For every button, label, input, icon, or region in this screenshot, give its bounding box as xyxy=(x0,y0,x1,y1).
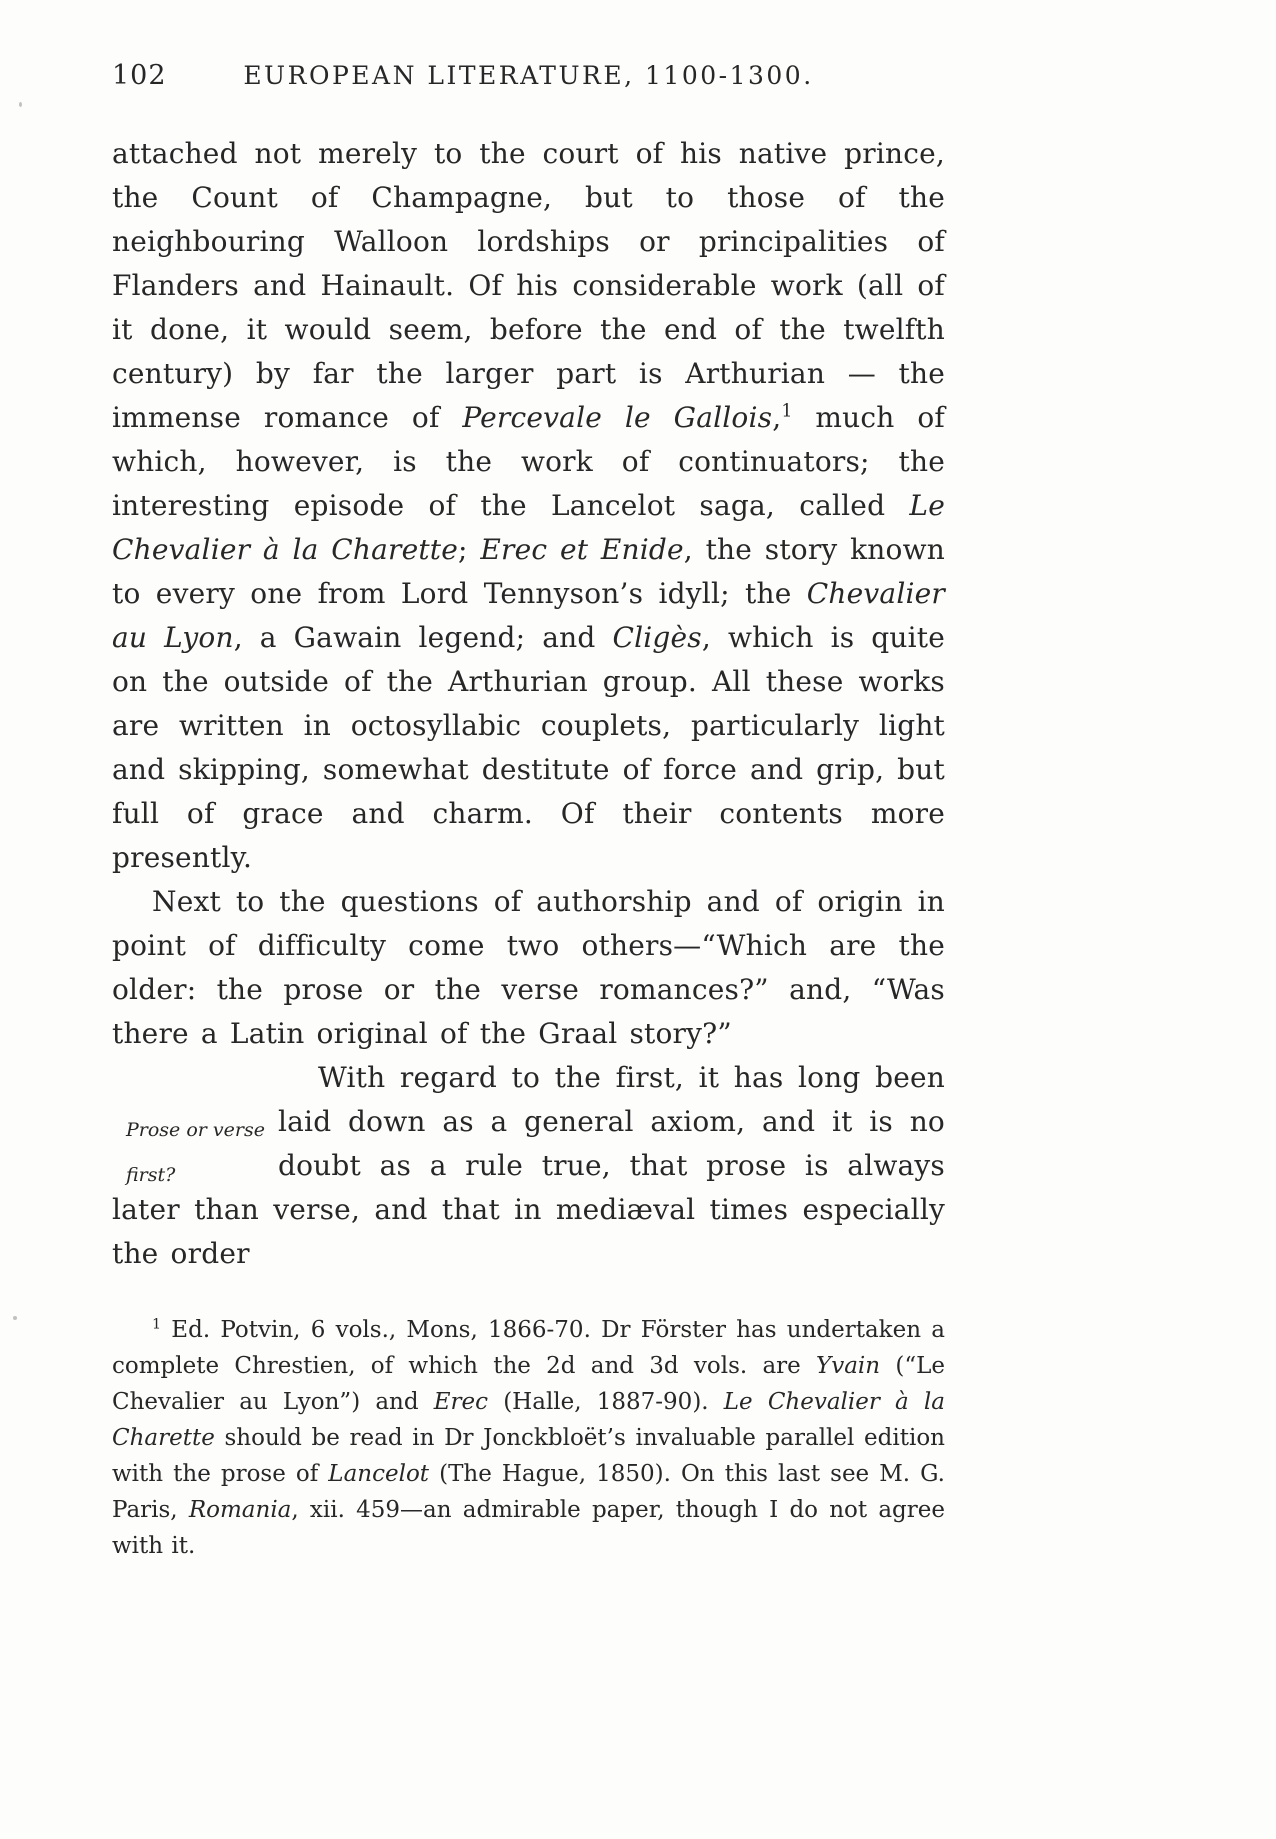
margin-note-line-2: first? xyxy=(126,1164,176,1186)
paragraph-3 xyxy=(112,1056,945,1276)
italic-run: Yvain xyxy=(816,1353,881,1379)
italic-run: Romania xyxy=(188,1497,292,1523)
footnote-ref: 1 xyxy=(781,401,793,422)
text-run: should be read in Dr Jonckbloët’s invaluable parallel edition with the prose of xyxy=(112,1425,945,1487)
italic-run: Le Chevalier à la Charette xyxy=(112,1389,945,1451)
running-title: EUROPEAN LITERATURE, 1100-1300. xyxy=(243,61,814,90)
paragraph-2 xyxy=(112,880,945,1056)
page-number: 102 xyxy=(112,60,167,91)
text-block xyxy=(112,132,945,1276)
footnote xyxy=(112,1312,945,1564)
text-run: attached not merely to the court of his native prince, the Count of Champagne, but to those of the neighbouring Walloon lordships or principalities of Flanders and Hainault. Of his considerable work (all of it done, it would seem, before the end of the twelfth century) by far the larger part is Arthurian — the immense romance of xyxy=(112,137,945,434)
text-run: , a Gawain legend; and xyxy=(233,621,613,654)
page-header xyxy=(112,58,945,94)
margin-note xyxy=(126,1108,286,1198)
text-run: Next to the questions of authorship and of origin in point of difficulty come two others—“Which are the older: the prose or the verse romances?” and, “Was there a Latin original of the Graal story?” xyxy=(112,885,945,1050)
footnote-marker: 1 xyxy=(152,1316,162,1333)
text-run: , xii. 459—an admirable paper, though I do not agree with it. xyxy=(112,1497,945,1559)
italic-run: Chevalier au Lyon xyxy=(112,577,945,654)
text-run: With regard to the first, it has long been laid down as a general axiom, and it is no doubt as a rule true, that prose is always later than verse, and that in mediæval times especially the order xyxy=(112,1061,945,1270)
footnote-text xyxy=(112,1312,945,1564)
text-run: , xyxy=(772,401,782,434)
text-run: ; xyxy=(458,533,481,566)
text-run: , the story known to every one from Lord Tennyson’s idyll; the xyxy=(112,533,945,610)
text-run: much of which, however, is the work of continuators; the interesting episode of the Lancelot saga, called xyxy=(112,401,946,522)
text-run: (“Le Chevalier au Lyon”) and xyxy=(112,1353,945,1415)
scan-artifact xyxy=(13,1316,17,1320)
text-run: (The Hague, 1850). On this last see M. G. Paris, xyxy=(112,1461,945,1523)
italic-run: Erec xyxy=(433,1389,489,1415)
italic-run: Le Chevalier à la Charette xyxy=(112,489,945,566)
text-run: , which is quite on the outside of the Arthurian group. All these works are written in octosyllabic couplets, particularly light and skipping, somewhat destitute of force and grip, but full of grace and charm. Of their contents more presently. xyxy=(112,621,946,874)
italic-run: Erec et Enide xyxy=(480,533,684,566)
italic-run: Percevale le Gallois xyxy=(462,401,773,434)
paragraph-1 xyxy=(112,132,945,880)
text-run: Ed. Potvin, 6 vols., Mons, 1866-70. Dr Förster has undertaken a complete Chrestien, of which the 2d and 3d vols. are xyxy=(112,1317,945,1379)
scan-artifact xyxy=(19,102,22,107)
text-run: (Halle, 1887-90). xyxy=(488,1389,724,1415)
italic-run: Lancelot xyxy=(328,1461,430,1487)
margin-note-line-1: Prose or verse xyxy=(126,1119,265,1141)
italic-run: Cligès xyxy=(612,621,702,654)
